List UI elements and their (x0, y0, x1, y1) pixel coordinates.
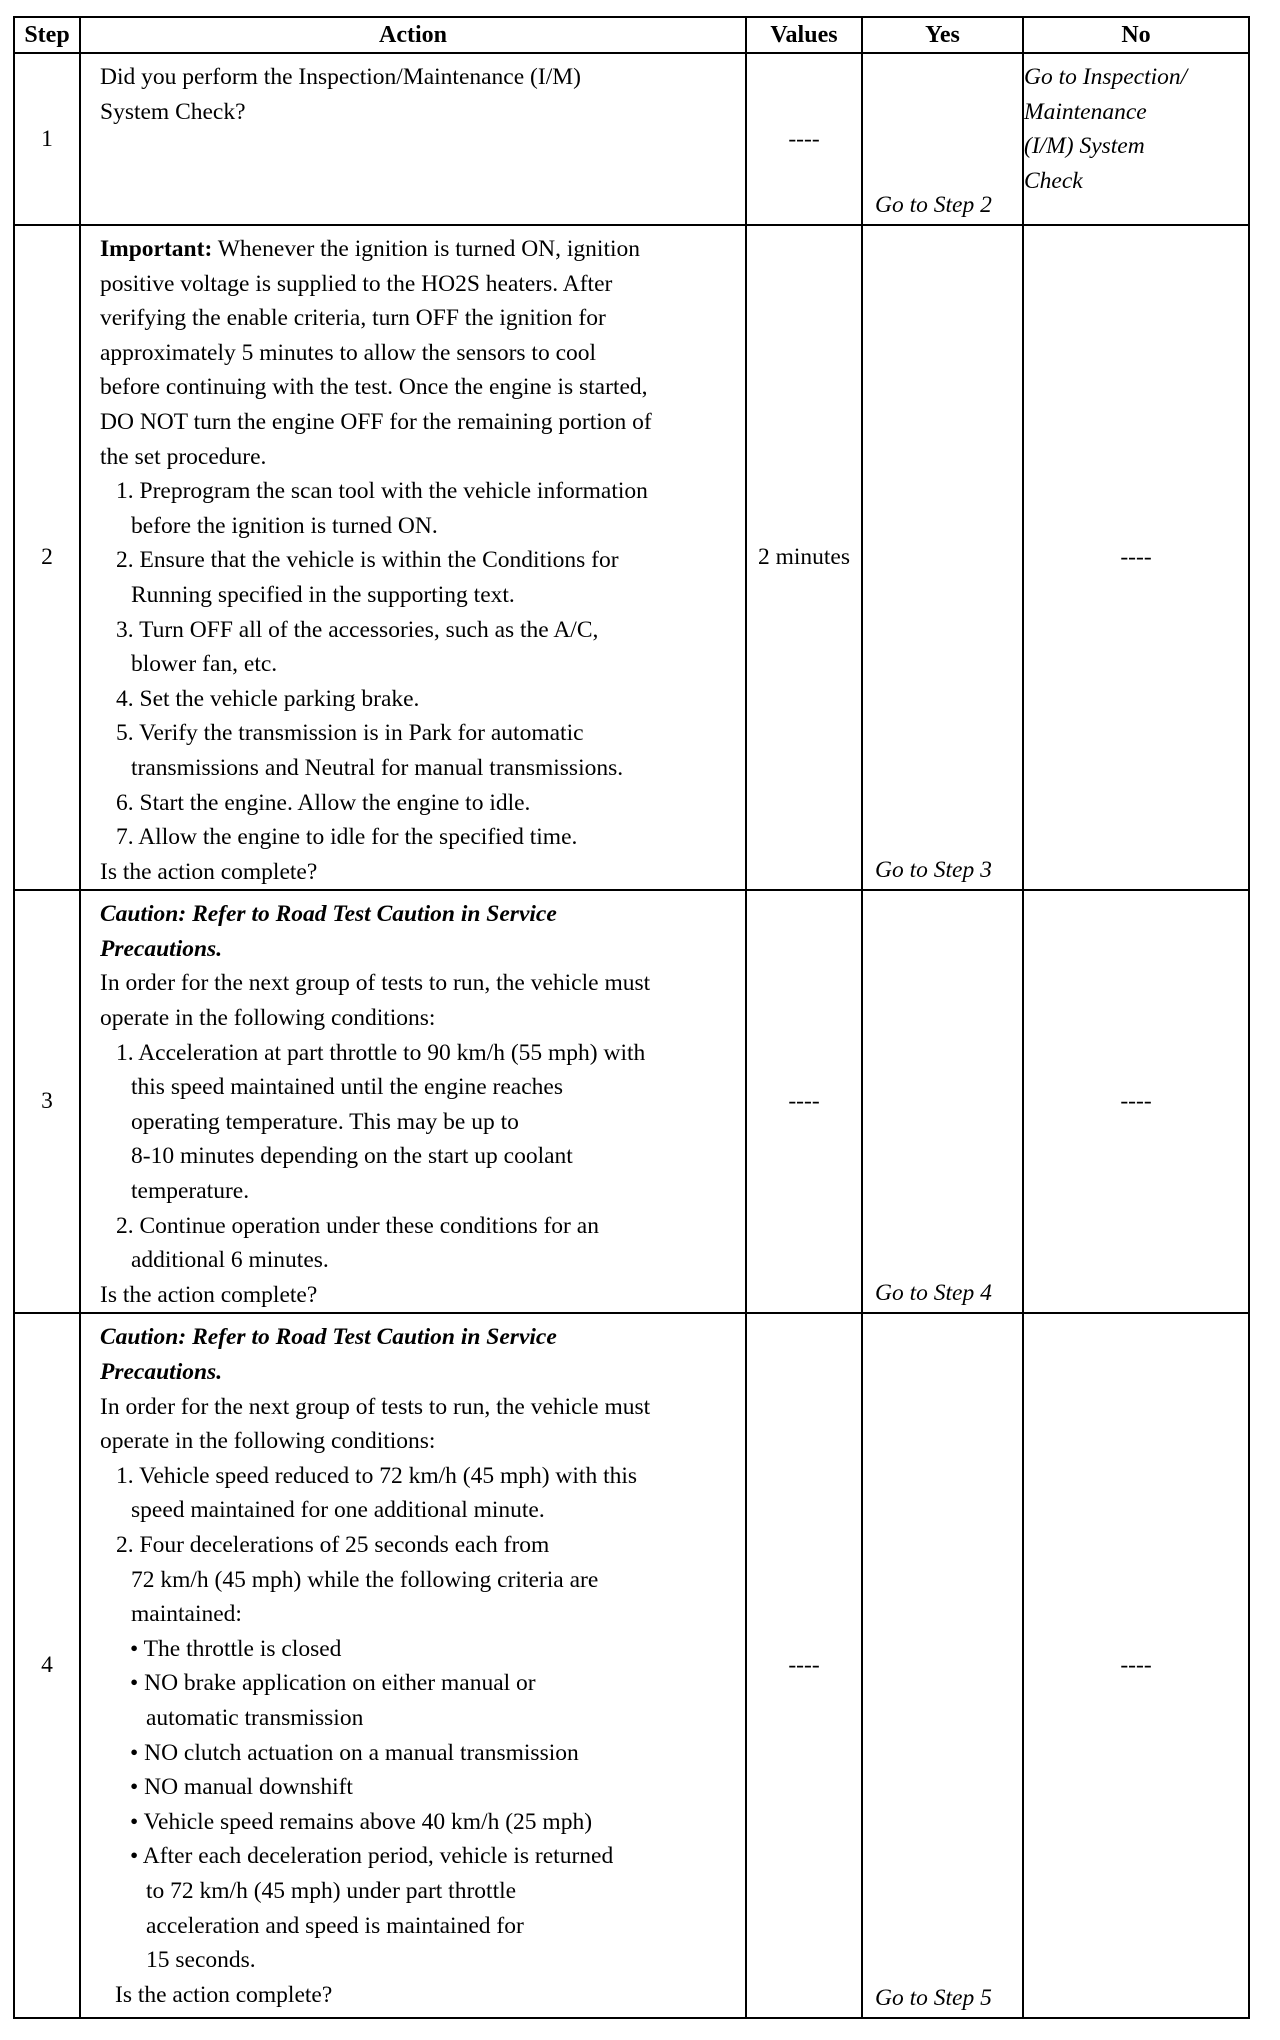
procedure-step: 5. Verify the transmission is in Park for automatic (116, 720, 584, 747)
action-question: Is the action complete? (100, 858, 318, 885)
action-cell (80, 225, 746, 890)
step-number: 4 (14, 1313, 80, 2018)
step-number: 2 (14, 225, 80, 890)
no-link-line: Go to Inspection/ (1024, 64, 1188, 90)
no-link-line: (I/M) System (1024, 133, 1145, 160)
action-cell (80, 53, 746, 225)
values-cell: 2 minutes (746, 225, 862, 890)
no-cell: ---- (1023, 1313, 1249, 2018)
procedure-step-continued: this speed maintained until the engine reaches (131, 1074, 563, 1101)
procedure-step-continued: temperature. (131, 1178, 250, 1205)
values-cell: ---- (746, 890, 862, 1313)
procedure-step: 1. Acceleration at part throttle to 90 km/h (55 mph) with (116, 1039, 646, 1066)
procedure-step-continued: transmissions and Neutral for manual transmissions. (131, 754, 624, 781)
procedure-step-continued: blower fan, etc. (131, 651, 278, 678)
criteria-bullet: • After each deceleration period, vehicle is returned (130, 1843, 614, 1870)
action-line: In order for the next group of tests to run, the vehicle must (100, 970, 651, 997)
criteria-bullet: • Vehicle speed remains above 40 km/h (25 mph) (130, 1808, 593, 1835)
criteria-bullet-continued: to 72 km/h (45 mph) under part throttle (146, 1877, 517, 1904)
important-label: Important: (100, 236, 213, 262)
action-line: verifying the enable criteria, turn OFF the ignition for (100, 305, 606, 332)
table-row (14, 53, 1249, 225)
important-text: Whenever the ignition is turned ON, ignition (212, 236, 640, 262)
diagnostic-procedure-document (13, 16, 1248, 2019)
caution-line: Precautions. (100, 1359, 223, 1385)
action-line: Did you perform the Inspection/Maintenance (I/M) (100, 64, 581, 90)
action-cell (80, 1313, 746, 2018)
criteria-bullet-continued: acceleration and speed is maintained for (146, 1912, 524, 1939)
criteria-bullet: • NO manual downshift (130, 1774, 353, 1801)
action-line: operate in the following conditions: (100, 1428, 436, 1455)
procedure-step: 1. Preprogram the scan tool with the vehicle information (116, 478, 648, 505)
action-line: approximately 5 minutes to allow the sensors to cool (100, 339, 597, 366)
action-line: operate in the following conditions: (100, 1005, 436, 1032)
values-cell: ---- (746, 1313, 862, 2018)
procedure-step-continued: additional 6 minutes. (131, 1247, 329, 1274)
yes-link-go-to-step-4[interactable]: Go to Step 4 (862, 890, 1023, 1313)
procedure-step-continued: 8-10 minutes depending on the start up coolant (131, 1143, 573, 1170)
caution-line: Caution: Refer to Road Test Caution in Service (100, 1324, 557, 1351)
table-row (14, 225, 1249, 890)
action-question: Is the action complete? (100, 1281, 318, 1308)
caution-line: Precautions. (100, 935, 223, 962)
action-line: In order for the next group of tests to run, the vehicle must (100, 1393, 651, 1420)
action-line: DO NOT turn the engine OFF for the remaining portion of (100, 408, 652, 435)
procedure-step: 6. Start the engine. Allow the engine to idle. (116, 789, 531, 816)
action-line: before continuing with the test. Once the engine is started, (100, 374, 648, 401)
procedure-step: 3. Turn OFF all of the accessories, such as the A/C, (116, 616, 599, 643)
criteria-bullet: • NO clutch actuation on a manual transmission (130, 1739, 579, 1766)
procedure-step: 4. Set the vehicle parking brake. (116, 685, 420, 712)
step-number: 3 (14, 890, 80, 1313)
procedure-step-continued: 72 km/h (45 mph) while the following criteria are (131, 1566, 599, 1593)
table-row (14, 1313, 1249, 2018)
procedure-step: 2. Four decelerations of 25 seconds each from (116, 1531, 550, 1558)
criteria-bullet: • NO brake application on either manual or (130, 1670, 536, 1697)
procedure-step: 7. Allow the engine to idle for the specified time. (116, 824, 578, 851)
procedure-step-continued: maintained: (131, 1601, 242, 1628)
action-line: the set procedure. (100, 443, 267, 470)
procedure-step-continued: speed maintained for one additional minute. (131, 1497, 545, 1524)
no-link-line: Maintenance (1024, 98, 1147, 125)
procedure-step-continued: operating temperature. This may be up to (131, 1108, 519, 1135)
header-values: Values (746, 17, 862, 53)
no-link-inspection-maintenance[interactable] (1023, 53, 1249, 225)
action-cell (80, 890, 746, 1313)
header-no: No (1023, 17, 1249, 53)
action-line: System Check? (100, 98, 246, 125)
yes-link-go-to-step-5[interactable]: Go to Step 5 (862, 1313, 1023, 2018)
procedure-step: 2. Ensure that the vehicle is within the Conditions for (116, 547, 619, 574)
procedure-step-continued: Running specified in the supporting text. (131, 581, 515, 608)
procedure-step: 1. Vehicle speed reduced to 72 km/h (45 mph) with this (116, 1462, 638, 1489)
no-cell: ---- (1023, 890, 1249, 1313)
diagnostic-steps-table (13, 16, 1250, 2019)
no-link-line: Check (1024, 167, 1083, 194)
values-cell: ---- (746, 53, 862, 225)
procedure-step: 2. Continue operation under these conditions for an (116, 1212, 599, 1239)
caution-line: Caution: Refer to Road Test Caution in Service (100, 901, 557, 928)
important-note-line (100, 232, 737, 267)
criteria-bullet: • The throttle is closed (130, 1635, 342, 1662)
header-step: Step (14, 17, 80, 53)
no-cell: ---- (1023, 225, 1249, 890)
action-question: Is the action complete? (115, 1981, 333, 2008)
yes-link-go-to-step-3[interactable]: Go to Step 3 (862, 225, 1023, 890)
yes-link-go-to-step-2[interactable]: Go to Step 2 (862, 53, 1023, 225)
procedure-step-continued: before the ignition is turned ON. (131, 512, 438, 539)
criteria-bullet-continued: automatic transmission (146, 1704, 364, 1731)
header-action: Action (80, 17, 746, 53)
header-yes: Yes (862, 17, 1023, 53)
criteria-bullet-continued: 15 seconds. (146, 1947, 256, 1974)
step-number: 1 (14, 53, 80, 225)
table-row (14, 890, 1249, 1313)
header-row (14, 17, 1249, 53)
action-line: positive voltage is supplied to the HO2S heaters. After (100, 270, 613, 297)
